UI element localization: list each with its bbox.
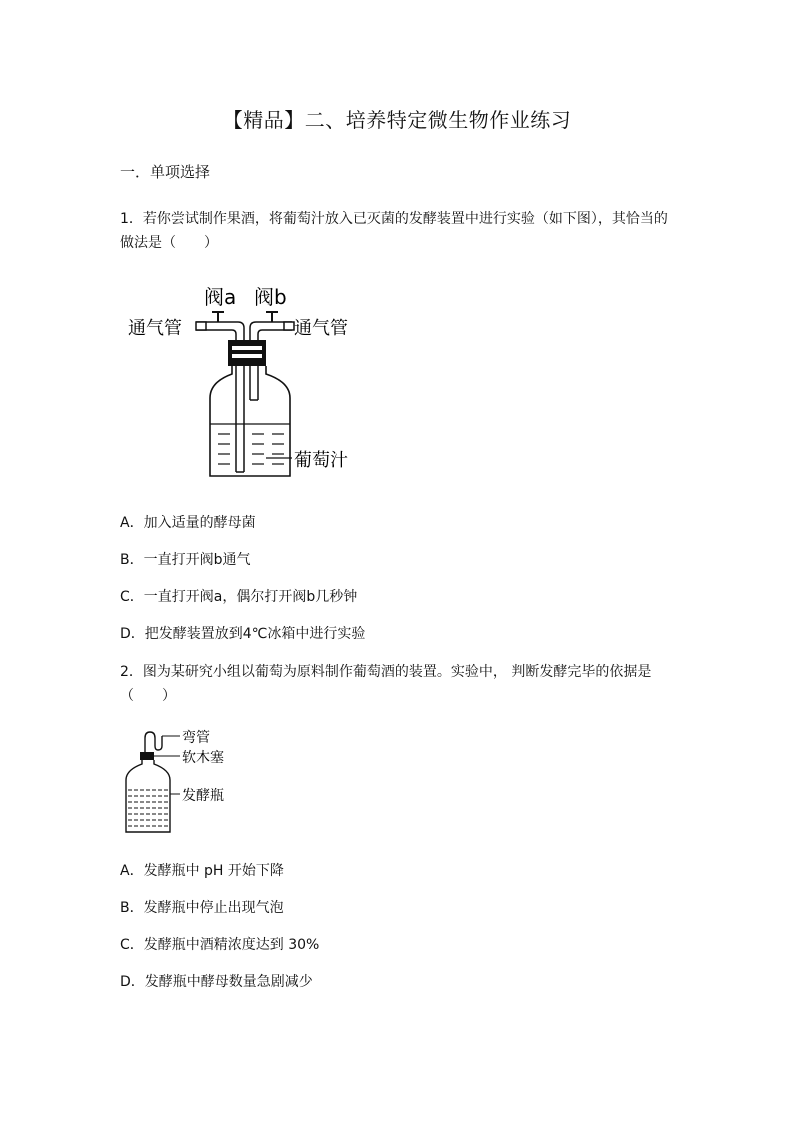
question-2-option-b[interactable]: B．发酵瓶中停止出现气泡 — [120, 900, 284, 916]
fermentation-bottle-label: 发酵瓶 — [182, 788, 224, 804]
question-1-option-d[interactable]: D．把发酵装置放到4℃冰箱中进行实验 — [120, 626, 366, 642]
fermentation-apparatus-figure — [126, 282, 366, 482]
cork-icon — [140, 752, 154, 760]
page-title: 【精品】二、培养特定微生物作业练习 — [222, 108, 572, 132]
wine-fermenter-figure — [120, 724, 260, 836]
question-2-option-d[interactable]: D．发酵瓶中酵母数量急剧减少 — [120, 974, 313, 990]
section-heading: 一．单项选择 — [120, 163, 211, 181]
valve-a-label: 阀a — [204, 285, 237, 309]
bent-tube-label: 弯管 — [182, 730, 210, 746]
question-2-stem: 2．图为某研究小组以葡萄为原料制作葡萄酒的装置。实验中， 判断发酵完毕的依据是（ ） — [120, 664, 652, 704]
question-1-option-c[interactable]: C．一直打开阀a，偶尔打开阀b几秒钟 — [120, 589, 358, 605]
vent-pipe-right-label: 通气管 — [294, 318, 348, 339]
question-1-stem: 1．若你尝试制作果酒，将葡萄汁放入已灭菌的发酵装置中进行实验（如下图），其恰当的做法是（ ） — [120, 211, 668, 251]
question-2-option-c[interactable]: C．发酵瓶中酒精浓度达到 30% — [120, 937, 320, 953]
valve-a-icon — [212, 312, 224, 322]
vent-pipe-left-label: 通气管 — [128, 318, 182, 339]
rubber-stopper — [228, 340, 266, 366]
bent-tube-icon — [145, 732, 162, 752]
fermentation-liquid — [128, 790, 168, 826]
question-2-option-a[interactable]: A．发酵瓶中 pH 开始下降 — [120, 863, 284, 879]
valve-b-label: 阀b — [254, 285, 287, 309]
question-1-option-b[interactable]: B．一直打开阀b通气 — [120, 552, 251, 568]
cork-label: 软木塞 — [182, 750, 224, 766]
question-1-option-a[interactable]: A．加入适量的酵母菌 — [120, 515, 256, 531]
valve-b-icon — [266, 312, 278, 322]
grape-juice-label: 葡萄汁 — [294, 450, 348, 471]
